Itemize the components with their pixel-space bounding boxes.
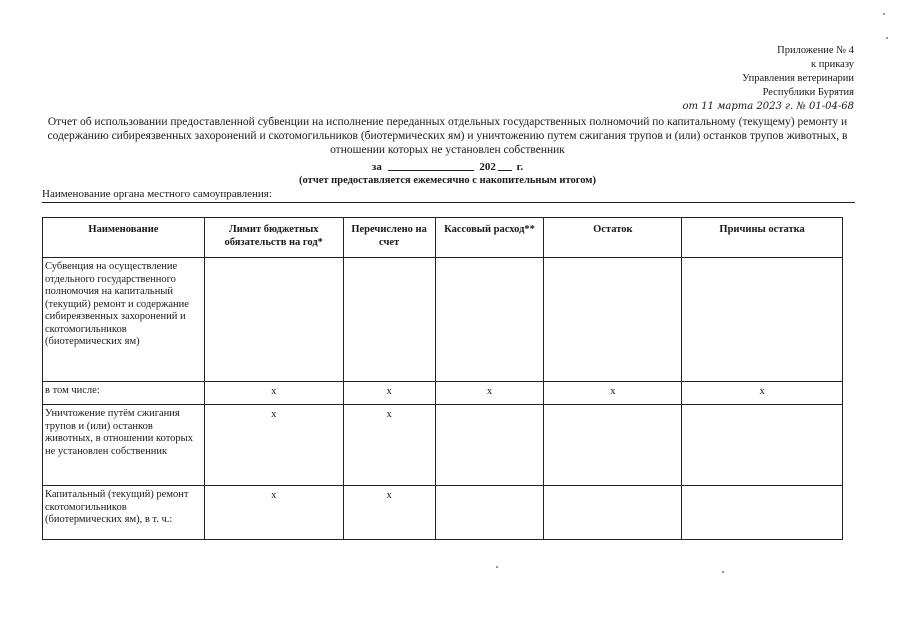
row-cell bbox=[435, 486, 544, 540]
row-cell bbox=[544, 486, 682, 540]
row-name: Уничтожение путём сжигания трупов и (или) останков животных, в отношении которых не установлен собственник bbox=[43, 405, 205, 486]
row-cell bbox=[544, 405, 682, 486]
row-cell: x bbox=[204, 486, 343, 540]
report-title: Отчет об использовании предоставленной субвенции на исполнение переданных отдельных государственных полномочий по капитальному (текущему) ремонту и содержанию сибиреязвенных захоронений и скотомогильников (биотермических ям) и уничтожению путем сжигания трупов и (или) останков трупов животных, в отношении которых не установлен собственник bbox=[47, 116, 848, 156]
row-cell: x bbox=[435, 382, 544, 405]
period-year-blank bbox=[498, 160, 512, 171]
row-cell bbox=[544, 258, 682, 382]
scan-speck bbox=[883, 13, 885, 15]
header-transferred: Перечислено на счет bbox=[343, 218, 435, 258]
period-year: 202 bbox=[479, 161, 496, 173]
header-balance-reasons: Причины остатка bbox=[682, 218, 843, 258]
row-cell: x bbox=[343, 382, 435, 405]
appendix-line-2: к приказу bbox=[811, 59, 854, 70]
row-cell bbox=[682, 258, 843, 382]
report-table bbox=[42, 217, 843, 540]
row-cell: x bbox=[343, 486, 435, 540]
header-name: Наименование bbox=[43, 218, 205, 258]
row-name: Субвенция на осуществление отдельного государственного полномочия на капитальный (текущий) ремонт и содержание сибиреязвенных захоронений и скотомогильников (биотермических ям) bbox=[43, 258, 205, 382]
row-cell: x bbox=[544, 382, 682, 405]
appendix-date-number: от 11 марта 2023 г. № 01-04-68 bbox=[682, 101, 854, 112]
scan-speck bbox=[722, 571, 724, 573]
row-name: Капитальный (текущий) ремонт скотомогильников (биотермических ям), в т. ч.: bbox=[43, 486, 205, 540]
row-cell bbox=[682, 405, 843, 486]
table-row bbox=[43, 258, 843, 382]
row-cell: x bbox=[204, 382, 343, 405]
scan-speck bbox=[886, 37, 888, 39]
appendix-line-3: Управления ветеринарии bbox=[742, 73, 854, 84]
row-cell: x bbox=[343, 405, 435, 486]
appendix-block bbox=[654, 44, 854, 114]
table-row bbox=[43, 382, 843, 405]
report-note: (отчет предоставляется ежемесячно с накопительным итогом) bbox=[299, 175, 596, 186]
header-cash-expense: Кассовый расход** bbox=[435, 218, 544, 258]
table-header-row bbox=[43, 218, 843, 258]
row-cell bbox=[682, 486, 843, 540]
header-limit: Лимит бюджетных обязательств на год* bbox=[204, 218, 343, 258]
appendix-line-4: Республики Бурятия bbox=[762, 87, 854, 98]
row-cell: x bbox=[204, 405, 343, 486]
table-row bbox=[43, 405, 843, 486]
period-month-blank bbox=[388, 160, 474, 171]
row-cell bbox=[435, 258, 544, 382]
row-cell bbox=[343, 258, 435, 382]
report-period bbox=[40, 160, 855, 174]
row-cell bbox=[435, 405, 544, 486]
row-cell: x bbox=[682, 382, 843, 405]
row-cell bbox=[204, 258, 343, 382]
period-suffix: г. bbox=[516, 161, 524, 173]
appendix-line-1: Приложение № 4 bbox=[777, 45, 854, 56]
table-row bbox=[43, 486, 843, 540]
row-name: в том числе: bbox=[43, 382, 205, 405]
header-balance: Остаток bbox=[544, 218, 682, 258]
period-prefix: за bbox=[371, 161, 382, 173]
scan-speck bbox=[496, 566, 498, 568]
org-name-line: Наименование органа местного самоуправления: bbox=[42, 188, 855, 203]
